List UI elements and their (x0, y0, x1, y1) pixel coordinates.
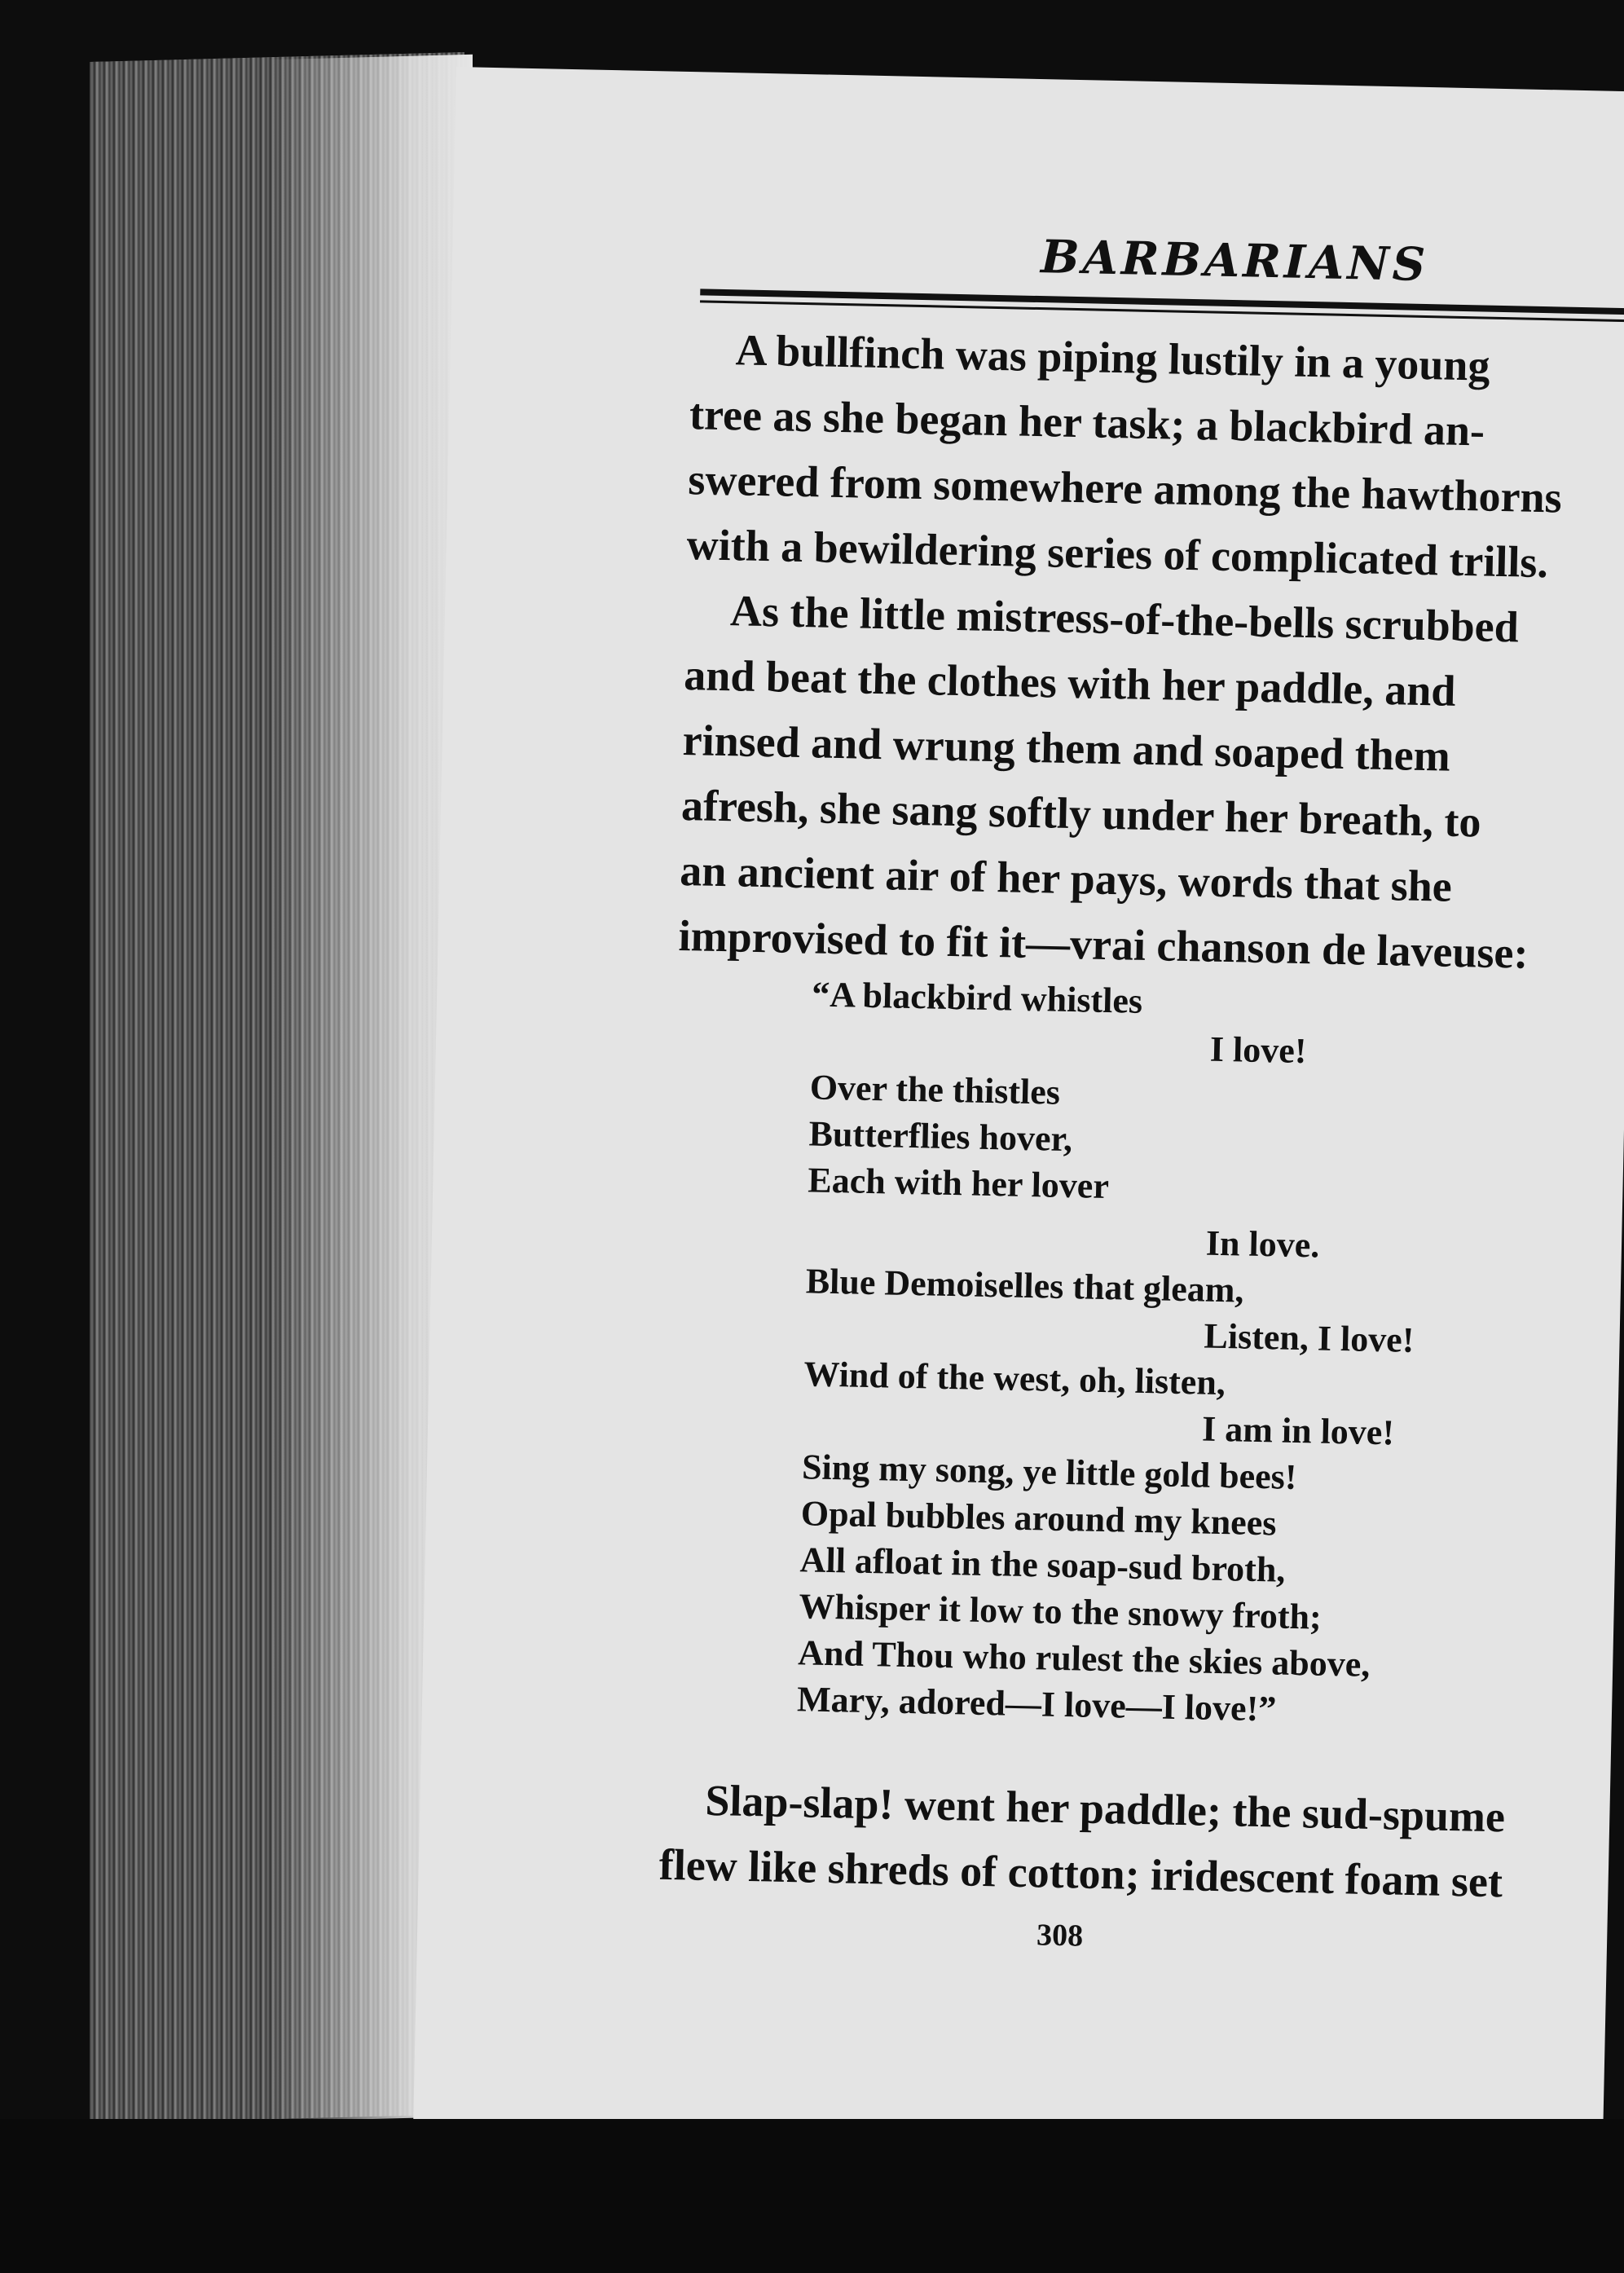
prose-line: afresh, she sang softly under her breath, to (680, 780, 1482, 847)
prose-line: Slap-slap! went her paddle; the sud-spume (704, 1775, 1506, 1842)
song-line: Butterflies hover, (808, 1113, 1073, 1160)
song-line: All afloat in the soap-sud broth, (799, 1540, 1286, 1590)
prose-line: and beat the clothes with her paddle, and (683, 650, 1456, 716)
scan-background (0, 2119, 1624, 2273)
prose-line: improvised to fit it—vrai chanson de laveuse: (678, 910, 1529, 978)
prose-line: with a bewildering series of complicated trills. (686, 520, 1549, 588)
book-page (413, 67, 1624, 2161)
song-refrain: I am in love! (1201, 1408, 1395, 1453)
song-verse (797, 971, 1546, 1738)
song-line: “A blackbird whistles (811, 974, 1143, 1021)
prose-line: A bullfinch was piping lustily in a young (735, 325, 1491, 390)
song-line: Wind of the west, oh, listen, (803, 1354, 1226, 1403)
song-refrain: Listen, I love! (1204, 1315, 1415, 1360)
prose-line: swered from somewhere among the hawthorns (687, 455, 1563, 522)
song-refrain: I love! (1209, 1029, 1307, 1072)
page-number: 308 (1036, 1918, 1084, 1954)
prose-line: rinsed and wrung them and soaped them (682, 716, 1451, 781)
running-head: BARBARIANS (1040, 230, 1429, 293)
song-line: Whisper it low to the snowy froth; (799, 1586, 1323, 1637)
song-line: Mary, adored—I love—I love!” (796, 1679, 1277, 1729)
prose-line: flew like shreds of cotton; iridescent foam set (658, 1839, 1503, 1907)
song-line: Opal bubbles around my knees (800, 1493, 1277, 1544)
prose-line: an ancient air of her pays, words that she (679, 845, 1453, 911)
prose-top (678, 316, 1604, 987)
prose-line: tree as she began her task; a blackbird an- (689, 390, 1485, 456)
song-line: Blue Demoiselles that gleam, (805, 1261, 1244, 1310)
prose-bottom (658, 1767, 1573, 1916)
song-line: Each with her lover (807, 1160, 1110, 1207)
song-refrain: In love. (1205, 1222, 1320, 1266)
song-line: And Thou who rulest the skies above, (797, 1632, 1371, 1685)
prose-line: As the little mistress-of-the-bells scrubbed (729, 586, 1520, 652)
song-line: Sing my song, ye little gold bees! (801, 1447, 1297, 1497)
song-line: Over the thistles (809, 1067, 1061, 1112)
